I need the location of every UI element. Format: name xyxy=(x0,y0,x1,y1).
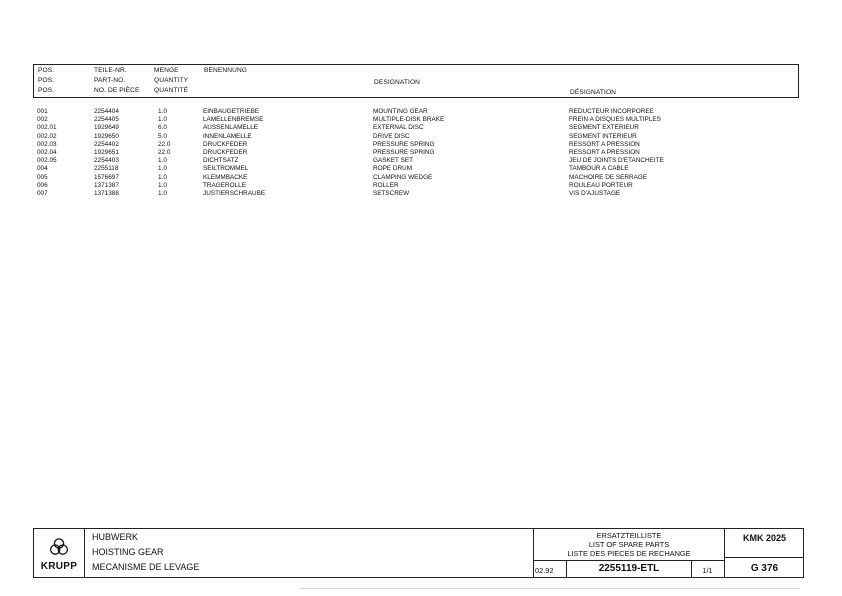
issue-date: 02.92 xyxy=(535,566,554,575)
part-number: 2254405 xyxy=(94,116,119,124)
part-name-fr: SEGMENT EXTERIEUR xyxy=(569,124,639,132)
header-pos-de: POS. xyxy=(38,67,55,74)
part-name-fr: RESSORT A PRESSION xyxy=(569,148,640,156)
part-name-fr: MACHOIRE DE SERRAGE xyxy=(569,173,648,181)
assembly-name-fr: MECANISME DE LEVAGE xyxy=(92,562,200,572)
part-name-en: CLAMPING WEDGE xyxy=(373,173,433,181)
part-quantity: 5.0 xyxy=(158,132,167,140)
parts-row xyxy=(37,157,797,165)
part-number: 1929651 xyxy=(94,148,119,156)
part-position: 007 xyxy=(37,189,48,197)
header-quantity-fr: QUANTITÉ xyxy=(154,87,189,94)
header-quantity-en: QUANTITY xyxy=(154,77,189,84)
assembly-name-en: HOISTING GEAR xyxy=(92,547,164,557)
part-name-de: SEILTROMMEL xyxy=(203,165,249,173)
part-quantity: 1.0 xyxy=(158,165,167,173)
part-quantity: 1.0 xyxy=(158,157,167,165)
part-name-en: ROPE DRUM xyxy=(373,165,413,173)
part-name-de: EINBAUGETRIEBE xyxy=(203,108,260,115)
header-pos-en: POS. xyxy=(38,77,55,84)
part-position: 002 xyxy=(37,116,48,124)
header-designation-en: DESIGNATION xyxy=(374,79,421,86)
parts-row xyxy=(37,116,797,124)
parts-row xyxy=(37,124,797,132)
part-name-en: PRESSURE SPRING xyxy=(373,140,435,148)
part-quantity: 1.0 xyxy=(158,181,167,189)
parts-row xyxy=(37,133,797,141)
part-name-en: PRESSURE SPRING xyxy=(373,148,435,156)
part-name-en: ROLLER xyxy=(373,181,399,189)
list-title-fr: LISTE DES PIECES DE RECHANGE xyxy=(567,548,691,558)
part-name-en: EXTERNAL DISC xyxy=(373,124,424,132)
column-header-box xyxy=(33,64,799,98)
part-name-de: TRAGEROLLE xyxy=(203,181,246,189)
part-position: 002.02 xyxy=(37,132,57,140)
part-name-fr: SEGMENT INTERIEUR xyxy=(569,132,637,140)
machine-model: KMK 2025 xyxy=(742,533,787,543)
parts-row xyxy=(37,182,797,190)
part-name-de: INNENLAMELLE xyxy=(203,132,252,140)
part-quantity: 1.0 xyxy=(158,189,167,197)
part-name-de: LAMELLENBREMSE xyxy=(203,116,264,124)
divider xyxy=(533,560,724,561)
parts-row xyxy=(37,174,797,182)
header-part-no-en: PART-NO. xyxy=(94,77,126,84)
part-quantity: 22.0 xyxy=(158,148,171,156)
part-quantity: 6.0 xyxy=(158,124,167,132)
part-name-de: DRUCKFEDER xyxy=(203,140,248,148)
part-position: 001 xyxy=(37,108,48,115)
part-name-fr: JEU DE JOINTS D'ETANCHEITE xyxy=(569,157,664,165)
part-number: 2255118 xyxy=(94,165,119,173)
list-title-de: ERSATZTEILLISTE xyxy=(596,531,662,540)
part-name-en: MULTIPLE-DISK BRAKE xyxy=(373,116,445,124)
parts-row xyxy=(37,165,797,173)
part-number: 1929650 xyxy=(94,132,119,140)
part-position: 005 xyxy=(37,173,48,181)
part-position: 002.01 xyxy=(37,124,57,132)
part-position: 006 xyxy=(37,181,48,189)
part-name-de: JUSTIERSCHRAUBE xyxy=(203,189,266,197)
parts-row xyxy=(37,108,797,116)
parts-list xyxy=(37,108,797,198)
part-quantity: 22.0 xyxy=(158,140,171,148)
sheet-number: 1/1 xyxy=(702,566,713,575)
part-name-fr: ROULEAU PORTEUR xyxy=(569,181,633,189)
part-name-en: DRIVE DISC xyxy=(373,132,410,140)
header-part-no-fr: NO. DE PIÈCE xyxy=(94,87,140,94)
part-name-fr: RESSORT A PRESSION xyxy=(569,140,640,148)
part-number: 2254402 xyxy=(94,140,119,148)
list-title xyxy=(534,532,724,558)
part-number: 1576697 xyxy=(94,173,119,181)
part-number: 1929649 xyxy=(94,124,119,132)
part-quantity: 1.0 xyxy=(158,108,167,115)
header-part-no-de: TEILE-NR. xyxy=(94,67,127,74)
part-name-fr: TAMBOUR A CABLE xyxy=(569,165,629,173)
part-name-de: KLEMMBACKE xyxy=(203,173,248,181)
krupp-three-rings-icon xyxy=(49,537,69,557)
part-name-en: MOUNTING GEAR xyxy=(373,108,428,115)
header-quantity-de: MENGE xyxy=(154,67,179,74)
header-designation-fr: DÉSIGNATION xyxy=(570,89,617,96)
part-name-de: AUSSENLAMELLE xyxy=(203,124,259,132)
part-position: 002.04 xyxy=(37,148,57,156)
parts-row xyxy=(37,190,797,198)
divider xyxy=(724,557,804,558)
part-name-fr: FREIN A DISQUES MULTIPLES xyxy=(569,116,661,124)
divider xyxy=(300,588,800,589)
document-number: 2255119-ETL xyxy=(598,563,660,574)
group-code: G 376 xyxy=(750,563,779,574)
title-block xyxy=(33,528,804,578)
parts-row xyxy=(37,149,797,157)
part-number: 2254403 xyxy=(94,157,119,165)
assembly-name-de: HUBWERK xyxy=(92,532,139,542)
part-name-de: DRUCKFEDER xyxy=(203,148,248,156)
part-number: 1371388 xyxy=(94,189,119,197)
list-title-en: LIST OF SPARE PARTS xyxy=(588,539,670,549)
part-quantity: 1.0 xyxy=(158,173,167,181)
part-number: 2254404 xyxy=(94,108,119,115)
company-logo xyxy=(34,529,85,577)
part-name-fr: VIS D'AJUSTAGE xyxy=(569,189,621,197)
header-pos-fr: POS. xyxy=(38,87,55,94)
part-number: 1371387 xyxy=(94,181,119,189)
part-position: 002.03 xyxy=(37,140,57,148)
part-name-en: SETSCREW xyxy=(373,189,410,197)
parts-row xyxy=(37,141,797,149)
header-benennung: BENENNUNG xyxy=(204,67,248,74)
part-position: 002.05 xyxy=(37,157,57,165)
part-name-de: DICHTSATZ xyxy=(203,157,239,165)
part-position: 004 xyxy=(37,165,48,173)
company-name: KRUPP xyxy=(40,561,78,572)
part-quantity: 1.0 xyxy=(158,116,167,124)
part-name-en: GASKET SET xyxy=(373,157,414,165)
part-name-fr: REDUCTEUR INCORPOREE xyxy=(569,108,654,115)
